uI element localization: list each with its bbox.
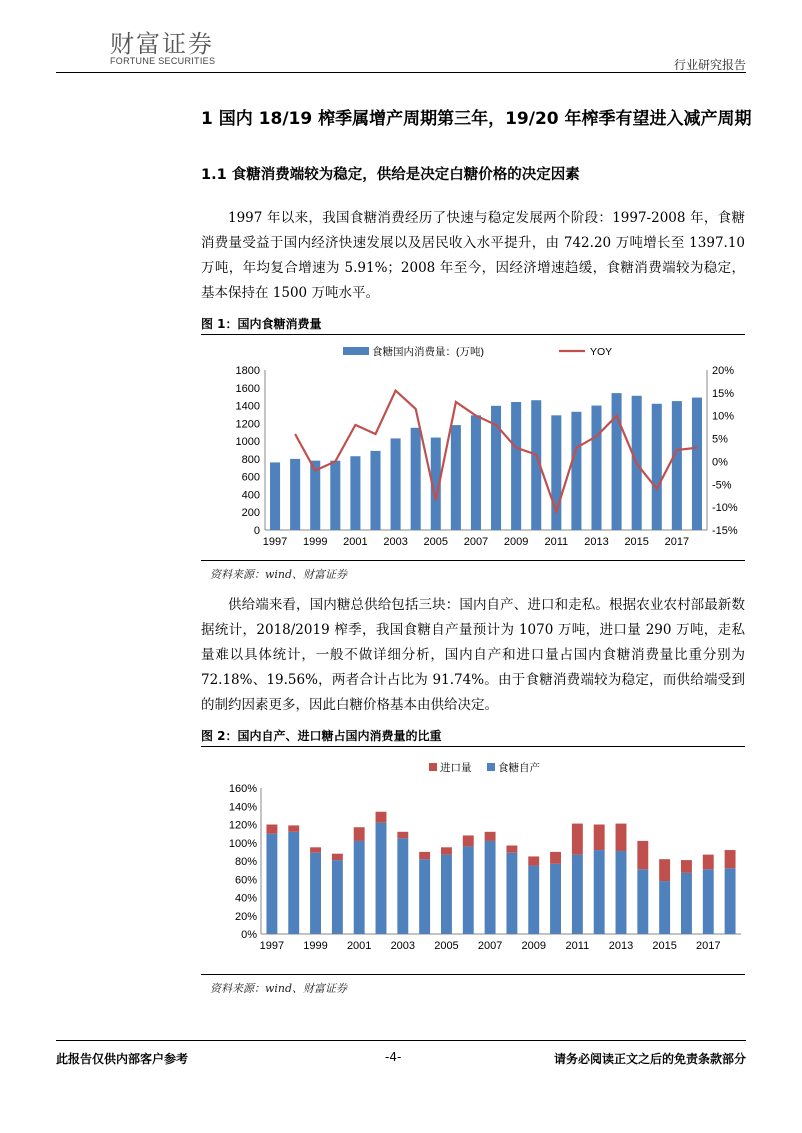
header-divider: [56, 72, 746, 73]
chart2-bar-import: [594, 825, 605, 851]
chart2-bar-import: [506, 845, 517, 852]
chart1-bar: [391, 438, 401, 530]
chart1-bar: [652, 404, 662, 530]
chart2-bar-import: [703, 855, 714, 870]
chart1-x-tick-label: 2001: [343, 536, 368, 548]
figure-1-title: 图 1：国内食糖消费量: [201, 317, 322, 331]
chart1-x-tick-label: 1997: [262, 536, 288, 548]
figure-2-title: 图 2：国内自产、进口糖占国内消费量的比重: [201, 729, 442, 743]
figure-2-bottom-rule: [201, 974, 745, 975]
chart2-bar-import: [659, 859, 670, 881]
chart1-left-tick-label: 600: [241, 471, 260, 484]
chart1-left-tick-label: 800: [241, 453, 260, 466]
chart2-bar-import: [288, 825, 299, 831]
chart2-y-tick-label: 60%: [234, 874, 257, 887]
chart1-bar: [270, 462, 280, 530]
chart2-bar-self: [441, 855, 452, 934]
chart1-bar: [692, 398, 702, 530]
chart2-bar-import: [463, 835, 474, 846]
chart2-bar-self: [354, 841, 365, 934]
chart2-x-tick-label: 2001: [346, 940, 372, 952]
chart2-bar-self: [376, 823, 387, 934]
figure-1-bottom-rule: [201, 560, 745, 561]
chart1-x-tick-label: 2005: [423, 536, 449, 548]
chart2-bar-self: [725, 868, 736, 934]
chart2-bar-self: [703, 869, 714, 934]
chart2-bar-self: [659, 881, 670, 934]
chart2-bar-self: [463, 846, 474, 934]
chart2-bar-self: [594, 850, 605, 934]
company-logo-en: FORTUNE SECURITIES: [110, 56, 216, 66]
chart2-x-tick-label: 1997: [259, 940, 285, 952]
chart2-x-tick-label: 2011: [565, 940, 590, 952]
chart1-x-tick-label: 2017: [664, 536, 690, 548]
chart2-bar-import: [310, 847, 321, 852]
chart2-bar-self: [332, 860, 343, 934]
page-number: -4-: [385, 1050, 402, 1064]
chart2-y-tick-label: 100%: [228, 837, 257, 850]
chart2-x-tick-label: 2005: [434, 940, 459, 952]
report-type: 行业研究报告: [673, 58, 746, 72]
figure-1-source: 资料来源：wind、财富证券: [210, 568, 348, 581]
chart1-bar: [672, 401, 682, 530]
chart2-y-tick-label: 160%: [228, 783, 257, 795]
chart2-bar-self: [616, 851, 627, 934]
chart2-bar-self: [681, 873, 692, 934]
self-import-ratio-chart: [201, 750, 745, 970]
chart1-bar: [591, 406, 601, 530]
chart1-right-tick-label: -10%: [712, 502, 738, 515]
chart2-bar-import: [354, 827, 365, 841]
paragraph-2: [201, 593, 745, 718]
chart2-legend-import-label: 进口量: [440, 762, 472, 774]
chart1-legend-line-label: YOY: [590, 346, 613, 358]
chart2-bar-import: [485, 832, 496, 841]
chart2-x-tick-label: 2017: [696, 940, 721, 952]
chart2-y-tick-label: 40%: [234, 892, 257, 905]
chart1-left-tick-label: 1800: [235, 365, 260, 377]
chart1-x-tick-label: 2011: [544, 536, 569, 548]
chart2-bar-import: [637, 841, 648, 869]
chart1-legend-bar-label: 食糖国内消费量：(万吨): [372, 346, 484, 358]
chart1-bar: [471, 415, 481, 530]
section-heading: 1 国内 18/19 榨季属增产周期第三年，19/20 年榨季有望进入减产周期: [201, 109, 752, 129]
chart2-x-tick-label: 2007: [477, 940, 503, 952]
chart2-bar-import: [572, 824, 583, 855]
chart2-x-tick-label: 2013: [608, 940, 634, 952]
chart1-left-tick-label: 0: [253, 525, 260, 537]
footer-disclaimer-left: 此报告仅供内部客户参考: [56, 1052, 189, 1066]
chart1-left-tick-label: 1000: [235, 436, 260, 449]
chart2-bar-import: [528, 856, 539, 865]
chart1-left-tick-label: 1600: [235, 382, 260, 395]
chart1-x-tick-label: 2015: [624, 536, 649, 548]
chart1-right-tick-label: 20%: [712, 365, 735, 377]
chart2-bar-self: [288, 832, 299, 934]
chart1-right-tick-label: -5%: [712, 479, 732, 492]
chart1-left-tick-label: 1200: [235, 418, 260, 431]
chart1-left-tick-label: 400: [241, 489, 260, 502]
chart2-bar-self: [637, 869, 648, 934]
chart2-x-tick-label: 2009: [521, 940, 546, 952]
chart2-bar-import: [332, 854, 343, 860]
chart2-bar-self: [310, 853, 321, 934]
chart2-legend-self-swatch: [487, 763, 495, 771]
chart2-bar-import: [397, 832, 408, 838]
chart1-bar: [370, 451, 380, 530]
figure-1-rule: [201, 334, 745, 335]
chart2-bar-import: [550, 852, 561, 864]
company-logo-cn: 财富证券: [110, 30, 214, 58]
chart1-x-tick-label: 2013: [584, 536, 609, 548]
chart1-right-tick-label: 15%: [712, 387, 735, 400]
paragraph-1-text: 1997 年以来，我国食糖消费经历了快速与稳定发展两个阶段：1997-2008 年，食糖消费量受益于国内经济快速发展以及居民收入水平提升，由 742.20 万吨增长至 1397.10 万吨，年均复合增速为 5.91%；2008 年至今，因经济增速趋缓，食糖消费端较为稳定，基本保持在 1500 万吨水平。: [201, 210, 745, 301]
footer-disclaimer-right: 请务必阅读正文之后的免责条款部分: [553, 1052, 746, 1066]
chart1-right-tick-label: 10%: [712, 410, 735, 423]
chart1-right-tick-label: 0%: [712, 456, 728, 469]
chart1-legend: [343, 345, 612, 358]
subsection-heading: 1.1 食糖消费端较为稳定，供给是决定白糖价格的决定因素: [201, 167, 580, 183]
chart2-bar-self: [419, 859, 430, 934]
chart1-right-tick-label: -15%: [712, 525, 738, 537]
chart2-bar-import: [419, 852, 430, 859]
chart1-bar: [511, 402, 521, 530]
chart1-bar: [571, 412, 581, 530]
figure-2-source: 资料来源：wind、财富证券: [210, 982, 348, 995]
chart2-bar-self: [506, 853, 517, 934]
chart1-left-tick-label: 200: [241, 507, 260, 520]
chart1-x-tick-label: 2007: [463, 536, 489, 548]
chart2-legend: [429, 761, 540, 774]
chart2-y-tick-label: 80%: [234, 856, 257, 868]
chart1-right-tick-label: 5%: [712, 433, 728, 446]
chart2-legend-import-swatch: [429, 763, 437, 771]
chart2-y-tick-label: 0%: [241, 929, 257, 941]
chart2-bar-import: [441, 847, 452, 854]
chart2-bar-self: [266, 834, 277, 934]
chart2-bar-self: [485, 841, 496, 934]
chart2-bar-import: [725, 850, 736, 868]
chart2-legend-self-label: 食糖自产: [498, 762, 540, 774]
footer-divider: [56, 1040, 746, 1041]
chart1-x-tick-label: 1999: [302, 536, 328, 548]
chart1-left-tick-label: 1400: [235, 400, 260, 413]
chart2-y-tick-label: 120%: [228, 819, 257, 832]
chart1-bar: [350, 456, 360, 530]
chart2-x-tick-label: 2015: [652, 940, 677, 952]
chart2-y-tick-label: 140%: [228, 801, 257, 814]
chart2-bar-import: [266, 825, 277, 834]
chart2-bar-self: [572, 855, 583, 934]
chart2-bar-self: [528, 866, 539, 934]
chart1-legend-bar-swatch: [343, 347, 369, 355]
chart2-bar-import: [376, 812, 387, 823]
chart1-bar: [330, 461, 340, 530]
chart2-bars: [266, 812, 735, 934]
paragraph-2-text: 供给端来看，国内糖总供给包括三块：国内自产、进口和走私。根据农业农村部最新数据统计，2018/2019 榨季，我国食糖自产量预计为 1070 万吨，进口量 290 万吨，走私量难以具体统计，一般不做详细分析，国内自产和进口量占国内食糖消费量比重分别为 72.18%、19.56%，两者合计占比为 91.74%。由于食糖消费端较为稳定，而供给端受到的制约因素更多，因此白糖价格基本由供给决定。: [201, 597, 745, 713]
chart2-bar-self: [550, 864, 561, 934]
chart1-x-tick-label: 2009: [503, 536, 529, 548]
chart2-bar-self: [397, 838, 408, 934]
chart1-x-tick-label: 2003: [383, 536, 408, 548]
chart1-bar: [451, 425, 461, 530]
chart2-bar-import: [681, 860, 692, 873]
chart2-bar-import: [616, 824, 627, 851]
chart2-x-tick-label: 1999: [303, 940, 328, 952]
figure-2-rule: [201, 746, 745, 747]
chart2-x-tick-label: 2003: [390, 940, 416, 952]
chart1-bar: [411, 428, 421, 530]
paragraph-1: [201, 206, 745, 306]
chart2-y-tick-label: 20%: [234, 910, 257, 923]
consumption-chart: [201, 336, 745, 556]
chart1-bar: [290, 459, 300, 530]
chart1-bar: [612, 393, 622, 530]
